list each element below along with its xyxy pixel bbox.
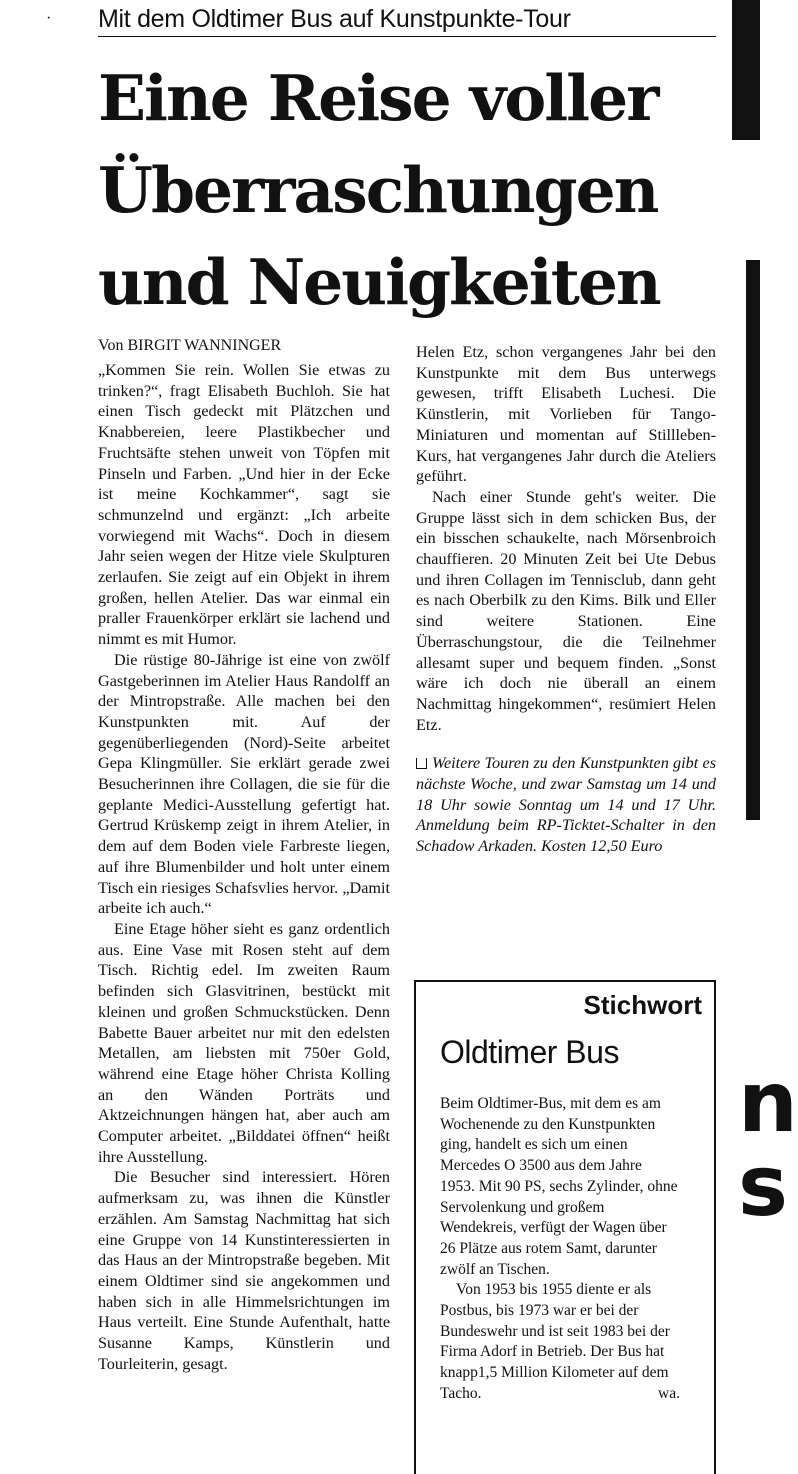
scan-edge-shadow: [732, 0, 760, 140]
article-paragraph: Die Besucher sind interessiert. Hören aufmerksam zu, was ihnen die Künstler erzählen. Am Samstag Nachmittag hat sich eine Gruppe von 14 Kunstinteressierten in das Haus an der Mintropstraße begeben. Mit einem Oldtimer sind sie angekommen und haben sich in alle Himmelsrichtungen im Haus verteilt. Eine Stunde Aufenthalt, hatte Susanne Kamps, Künstlerin und Tourleiterin, gesagt.: [98, 1168, 390, 1373]
box-label: Stichwort: [583, 990, 702, 1020]
article-paragraph: Die rüstige 80-Jährige ist eine von zwölf Gastgeberinnen im Atelier Haus Randolff an der Mintropstraße. Alle machen bei den Kunstpunkten mit. Auf der gegenüberliegenden (Nord)-Seite arbeitet Gepa Klingmüller. Sie erklärt gerade zwei Besucherinnen ihre Collagen, die sie für die geplante Medici-Ausstellung gefertigt hat. Gertrud Krüskemp zeigt in ihrem Atelier, in dem auf dem Boden viele Farbreste liegen, auf ihre Blumenbilder und holt unter einem Tisch ein riesiges Schafsvlies hervor. „Damit arbeite ich auch.“: [98, 650, 390, 918]
kicker: Mit dem Oldtimer Bus auf Kunstpunkte-Tour: [98, 2, 716, 37]
article-paragraph: „Kommen Sie rein. Wollen Sie etwas zu trinken?“, fragt Elisabeth Buchloh. Sie hat einen Tisch gedeckt mit Plätzchen und Knabbereien, leere Plastikbecher und Fruchtsäfte stehen unweit von Töpfen mit Pinseln und Farben. „Und hier in der Ecke ist meine Kochkammer“, sagt sie schmunzelnd und ergänzt: „Ich arbeite vorwiegend mit Wachs“. Doch in diesem Jahr seien wegen der Hitze viele Skulpturen zerlaufen. Sie zeigt auf ein Objekt in ihrem großen, hellen Atelier. Das war einmal ein praller Frauenkörper erklärt sie lachend und nimmt es mit Humor.: [98, 361, 390, 649]
byline: Von BIRGIT WANNINGER: [98, 337, 282, 354]
box-paragraph: [440, 1280, 680, 1404]
article-column-left: [98, 336, 390, 1374]
headline-line: Eine Reise voller: [98, 61, 658, 135]
headline: [98, 52, 718, 328]
box-paragraph-text: Von 1953 bis 1955 diente er als Postbus, bis 1973 war er bei der Bundeswehr und ist seit 1983 bei der Firma Adorf in Betrieb. Der Bus hat knapp1,5 Million Kilometer auf dem Tacho.: [440, 1281, 670, 1402]
checkbox-bullet-icon: [416, 758, 427, 769]
article-paragraph: Helen Etz, schon vergangenes Jahr bei den Kunstpunkte mit dem Bus unterwegs gewesen, trifft Elisabeth Luchesi. Die Künstlerin, mit Vorlieben für Tango-Miniaturen und momentan auf Stillleben-Kurs, hat vergangenes Jahr durch die Ateliers geführt.: [416, 343, 716, 486]
box-body: [440, 1094, 680, 1405]
article-column-right: [416, 342, 716, 857]
box-paragraph: Beim Oldtimer-Bus, mit dem es am Wochenende zu den Kunstpunkten ging, handelt es sich um einen Mercedes O 3500 aus dem Jahre 1953. Mit 90 PS, sechs Zylinder, ohne Servolenkung und großem Wendekreis, verfügt der Wagen über 26 Plätze aus rotem Samt, darunter zwölf an Tischen.: [440, 1095, 678, 1278]
scan-mark: ·: [46, 10, 52, 27]
headline-line: und Neuigkeiten: [98, 245, 660, 319]
scan-edge-strip: [746, 260, 760, 820]
tour-info-text: Weitere Touren zu den Kunstpunkten gibt es nächste Woche, und zwar Samstag um 14 und 18 Uhr sowie Sonntag um 14 und 17 Uhr. Anmeldung beim RP-Ticktet-Schalter in den Schadow Arkaden. Kosten 12,50 Euro: [416, 754, 716, 856]
stichwort-box: [414, 980, 716, 1474]
tour-info-note: [416, 753, 716, 857]
author-signature: wa.: [658, 1384, 680, 1402]
box-title: Oldtimer Bus: [440, 1034, 619, 1070]
article-paragraph: Eine Etage höher sieht es ganz ordentlich aus. Eine Vase mit Rosen steht auf dem Tisch. Richtig edel. Im zweiten Raum befinden sich Glasvitrinen, bestückt mit kleinen und großen Schmuckstücken. Denn Babette Bauer arbeitet nur mit den edelsten Metallen, am liebsten mit 750er Gold, während eine Etage höher Christa Kolling an den Wänden Porträts und Aktzeichnungen hängen hat, aber auch am Computer arbeitet. „Bilddatei öffnen“ heißt ihre Ausstellung.: [98, 919, 390, 1166]
article-paragraph: Nach einer Stunde geht's weiter. Die Gruppe lässt sich in dem schicken Bus, der ein bisschen schaukelte, nach Mörsenbroich chauffieren. 20 Minuten Zeit bei Ute Debus und ihren Collagen im Tennisclub, dann geht es nach Oberbilk zu den Kims. Bilk und Eller sind weitere Stationen. Eine Überraschungstour, die die Teilnehmer allesamt super und bequem finden. „Sonst wäre ich doch nie überall an einem Nachmittag hingekommen“, resümiert Helen Etz.: [416, 487, 716, 734]
adjacent-page-fragment: n s: [738, 1053, 798, 1235]
headline-line: Überraschungen: [98, 153, 658, 227]
